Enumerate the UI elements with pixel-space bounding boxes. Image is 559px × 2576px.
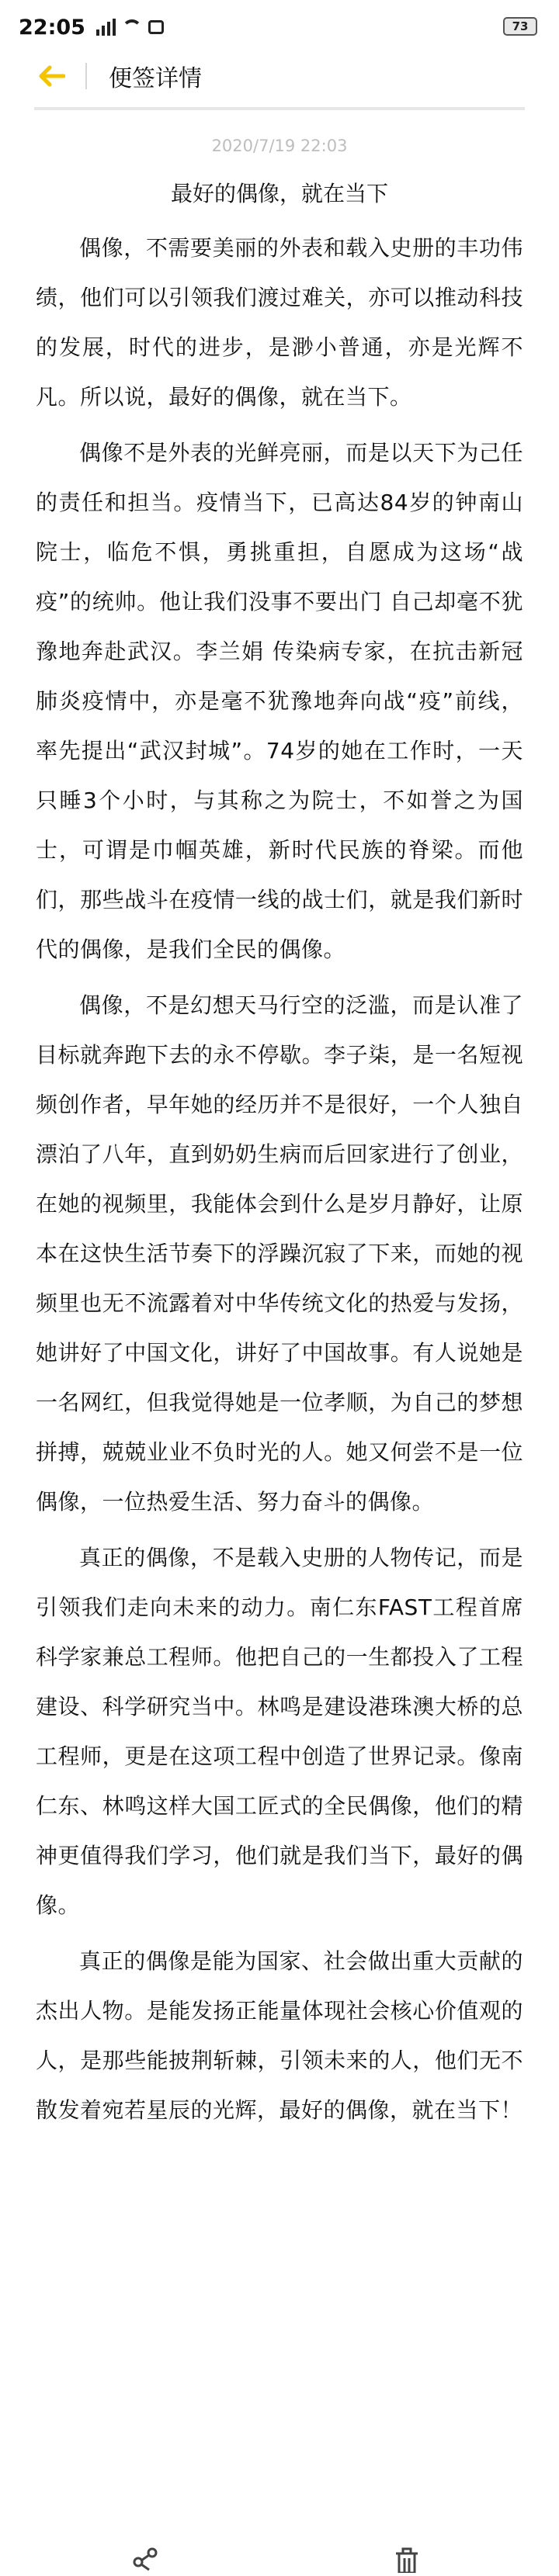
nfc-icon: [148, 20, 164, 34]
note-date: 2020/7/19 22:03: [211, 137, 348, 155]
trash-icon: [391, 2547, 422, 2573]
note-body[interactable]: [0, 223, 559, 2135]
note-title: 最好的偶像，就在当下: [170, 181, 388, 206]
note-paragraph: 偶像不是外表的光鲜亮丽，而是以天下为己任的责任和担当。疫情当下，已高达84岁的钟南山院士，临危不惧，勇挑重担，自愿成为这场“战疫”的统帅。他让我们没事不要出门 自己却毫不犹豫地奔赴武汉。李兰娟 传染病专家，在抗击新冠肺炎疫情中，亦是毫不犹豫地奔向战“疫”前线，率先提出“武汉封城”。74岁的她在工作时，一天只睡3个小时，与其称之为院士，不如誉之为国士，可谓是巾帼英雄，新时代民族的脊梁。而他们，那些战斗在疫情一线的战士们，就是我们新时代的偶像，是我们全民的偶像。: [36, 440, 523, 962]
status-bar: [0, 0, 559, 54]
share-button[interactable]: [130, 2547, 161, 2573]
wifi-icon: [122, 19, 142, 35]
note-paragraph: 真正的偶像，不是载入史册的人物传记，而是引领我们走向未来的动力。南仁东FAST工程首席科学家兼总工程师。他把自己的一生都投入了工程建设、科学研究当中。林鸣是建设港珠澳大桥的总工程师，更是在这项工程中创造了世界记录。像南仁东、林鸣这样大国工匠式的全民偶像，他们的精神更值得我们学习，他们就是我们当下，最好的偶像。: [36, 1545, 523, 1918]
signal-icon: [96, 19, 116, 36]
header-underline: [34, 107, 525, 110]
status-time: 22:05: [19, 15, 85, 40]
status-icons: [96, 19, 164, 36]
back-arrow-icon: [37, 64, 65, 88]
page-title: 便签详情: [109, 65, 202, 92]
note-paragraph: 真正的偶像是能为国家、社会做出重大贡献的杰出人物。是能发扬正能量体现社会核心价值观的人，是那些能披荆斩棘，引领未来的人，他们无不散发着宛若星辰的光辉，最好的偶像，就在当下！: [36, 1948, 523, 2123]
header: [0, 54, 559, 98]
note-content: [0, 137, 559, 2141]
battery-level: 73: [512, 19, 529, 33]
share-icon: [130, 2547, 161, 2573]
back-button[interactable]: [23, 54, 79, 98]
header-divider: [85, 63, 87, 89]
note-paragraph: 偶像，不是幻想天马行空的泛滥，而是认准了目标就奔跑下去的永不停歇。李子柒，是一名短视频创作者，早年她的经历并不是很好，一个人独自漂泊了八年，直到奶奶生病而后回家进行了创业，在她的视频里，我能体会到什么是岁月静好，让原本在这快生活节奏下的浮躁沉寂了下来，而她的视频里也无不流露着对中华传统文化的热爱与发扬，她讲好了中国文化，讲好了中国故事。有人说她是一名网红，但我觉得她是一位孝顺，为自己的梦想拼搏，兢兢业业不负时光的人。她又何尝不是一位偶像，一位热爱生活、努力奋斗的偶像。: [36, 992, 523, 1515]
bottom-toolbar: [0, 2543, 559, 2573]
delete-button[interactable]: [391, 2547, 422, 2573]
battery-icon: [503, 17, 537, 36]
note-paragraph: 偶像，不需要美丽的外表和载入史册的丰功伟绩，他们可以引领我们渡过难关，亦可以推动科技的发展，时代的进步，是渺小普通，亦是光辉不凡。所以说，最好的偶像，就在当下。: [36, 235, 523, 410]
